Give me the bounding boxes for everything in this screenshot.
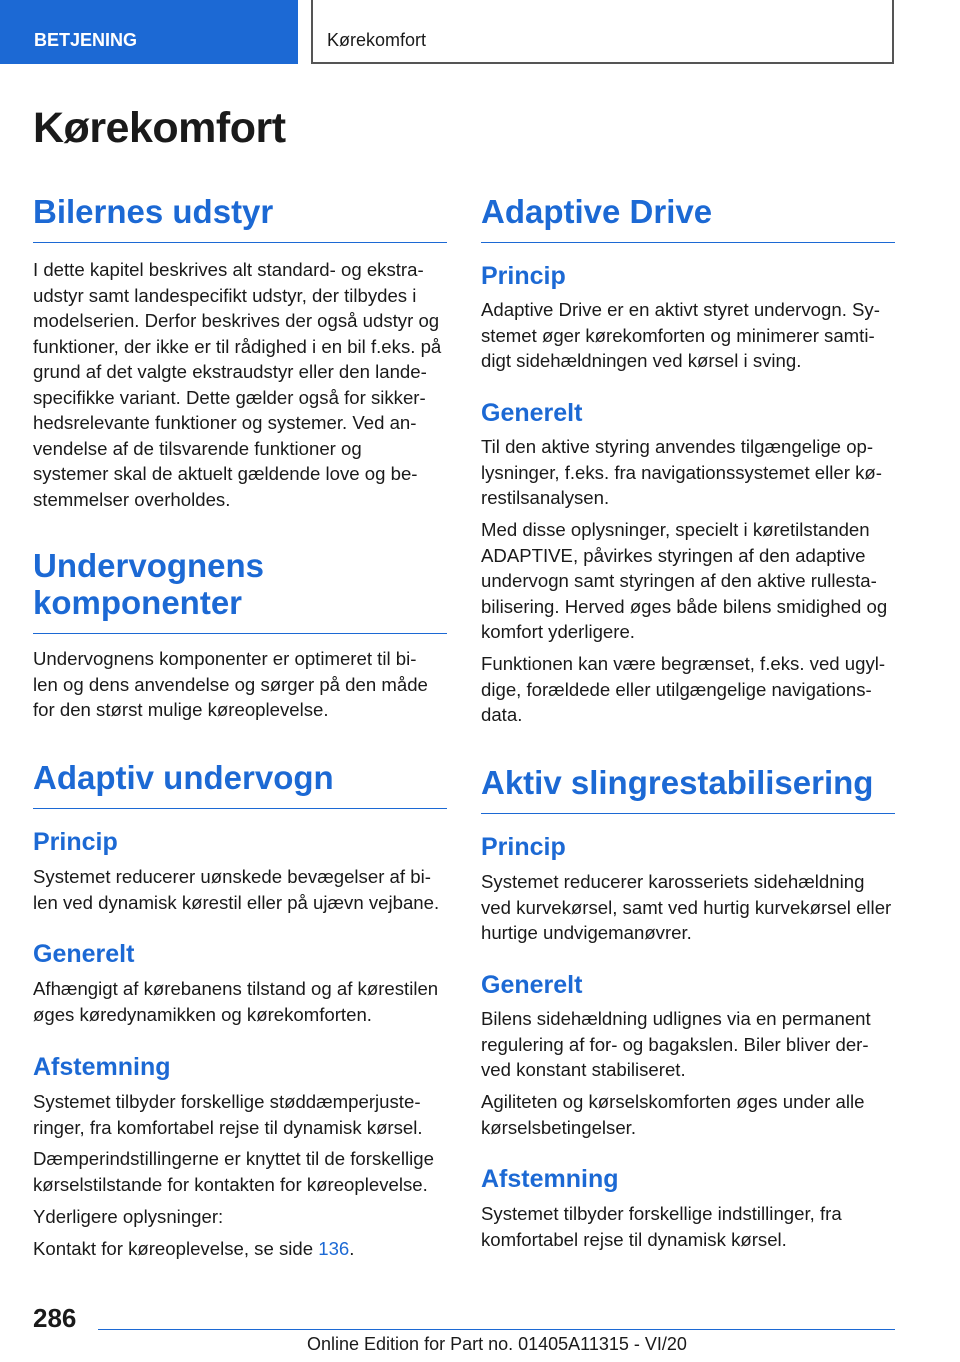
page-title: Kørekomfort <box>33 104 286 152</box>
subheading-princip: Princip <box>481 262 566 290</box>
footer-divider <box>98 1329 895 1330</box>
paragraph-bilernes-udstyr: I dette kapitel beskrives alt standard- og ekstra- udstyr samt landespecifikt udstyr, der tilbydes i modelserien. Derfor beskrives der også udstyr og funktioner, der ikke er til rådighed i en bil f.eks. på grund af det valgte ekstraudstyr eller den lande- specifikke variant. Dette gælder også for sikker- hedsrelevante funktioner og systemer. Ved an- vendelse af de tilsvarende funktioner og systemer skal de aktuelt gældende love og be- stemmelser overholdes. <box>33 259 442 510</box>
paragraph-afstemning-3: Yderligere oplysninger: <box>33 1206 224 1227</box>
paragraph-undervognens-komponenter: Undervognens komponenter er optimeret til bi- len og dens anvendelse og sørger på den måde for den størst mulige køreoplevelse. <box>33 648 428 720</box>
subheading-generelt: Generelt <box>33 940 135 968</box>
footer-edition-text: Online Edition for Part no. 01405A11315 - VI/20 <box>307 1334 687 1354</box>
subheading-generelt: Generelt <box>481 971 583 999</box>
heading-adaptive-drive: Adaptive Drive <box>481 193 895 243</box>
reference-end: . <box>349 1238 355 1259</box>
subheading-afstemning: Afstemning <box>481 1165 619 1193</box>
paragraph-generelt-2: Med disse oplysninger, specielt i køretilstanden ADAPTIVE, påvirkes styringen af den adaptive undervogn samt styringen af den aktive rullesta- bilisering. Herved øges både bilens smidighed og komfort yderligere. <box>481 519 888 642</box>
page-link-136[interactable]: 136 <box>318 1238 350 1259</box>
heading-bilernes-udstyr: Bilernes udstyr <box>33 193 447 243</box>
paragraph-princip: Systemet reducerer karosseriets sidehældning ved kurvekørsel, samt ved hurtig kurvekørsel eller hurtige undvigemanøvrer. <box>481 871 892 943</box>
paragraph-afstemning: Systemet tilbyder forskellige indstillinger, fra komfortabel rejse til dynamisk kørsel. <box>481 1203 842 1250</box>
reference-text: Kontakt for køreoplevelse, se side <box>33 1238 319 1259</box>
paragraph-generelt-3: Funktionen kan være begrænset, f.eks. ved ugyl- dige, forældede eller utilgængelige navigations- data. <box>481 653 886 725</box>
paragraph-generelt: Afhængigt af kørebanens tilstand og af kørestilen øges køredynamikken og kørekomforten. <box>33 978 439 1025</box>
header-chapter-tab: Kørekomfort <box>311 0 894 64</box>
paragraph-generelt-1: Bilens sidehældning udlignes via en permanent regulering af for- og bagakslen. Biler bliver der- ved konstant stabiliseret. <box>481 1008 871 1080</box>
header-section-tab: BETJENING <box>0 0 298 64</box>
heading-aktiv-slingrestabilisering: Aktiv slingrestabilisering <box>481 764 895 814</box>
cross-reference <box>33 1236 453 1262</box>
subheading-princip: Princip <box>481 833 566 861</box>
paragraph-princip: Systemet reducerer uønskede bevægelser af bi- len ved dynamisk kørestil eller på ujævn vejbane. <box>33 866 440 913</box>
subheading-princip: Princip <box>33 828 118 856</box>
subheading-generelt: Generelt <box>481 399 583 427</box>
subheading-afstemning: Afstemning <box>33 1053 171 1081</box>
paragraph-afstemning-2: Dæmperindstillingerne er knyttet til de forskellige kørselstilstande for kontakten for køreoplevelse. <box>33 1148 434 1195</box>
paragraph-princip: Adaptive Drive er en aktivt styret undervogn. Sy- stemet øger kørekomforten og minimerer samti- digt sidehældningen ved kørsel i sving. <box>481 299 880 371</box>
page-number: 286 <box>33 1303 77 1333</box>
paragraph-generelt-1: Til den aktive styring anvendes tilgængelige op- lysninger, f.eks. fra navigationssystemet eller kø- restilsanalysen. <box>481 436 882 508</box>
paragraph-generelt-2: Agiliteten og kørselskomforten øges under alle kørselsbetingelser. <box>481 1091 865 1138</box>
heading-undervognens-komponenter: Undervognens komponenter <box>33 547 447 634</box>
heading-adaptiv-undervogn: Adaptiv undervogn <box>33 759 447 809</box>
paragraph-afstemning-1: Systemet tilbyder forskellige støddæmperjuste- ringer, fra komfortabel rejse til dynamisk kørsel. <box>33 1091 423 1138</box>
